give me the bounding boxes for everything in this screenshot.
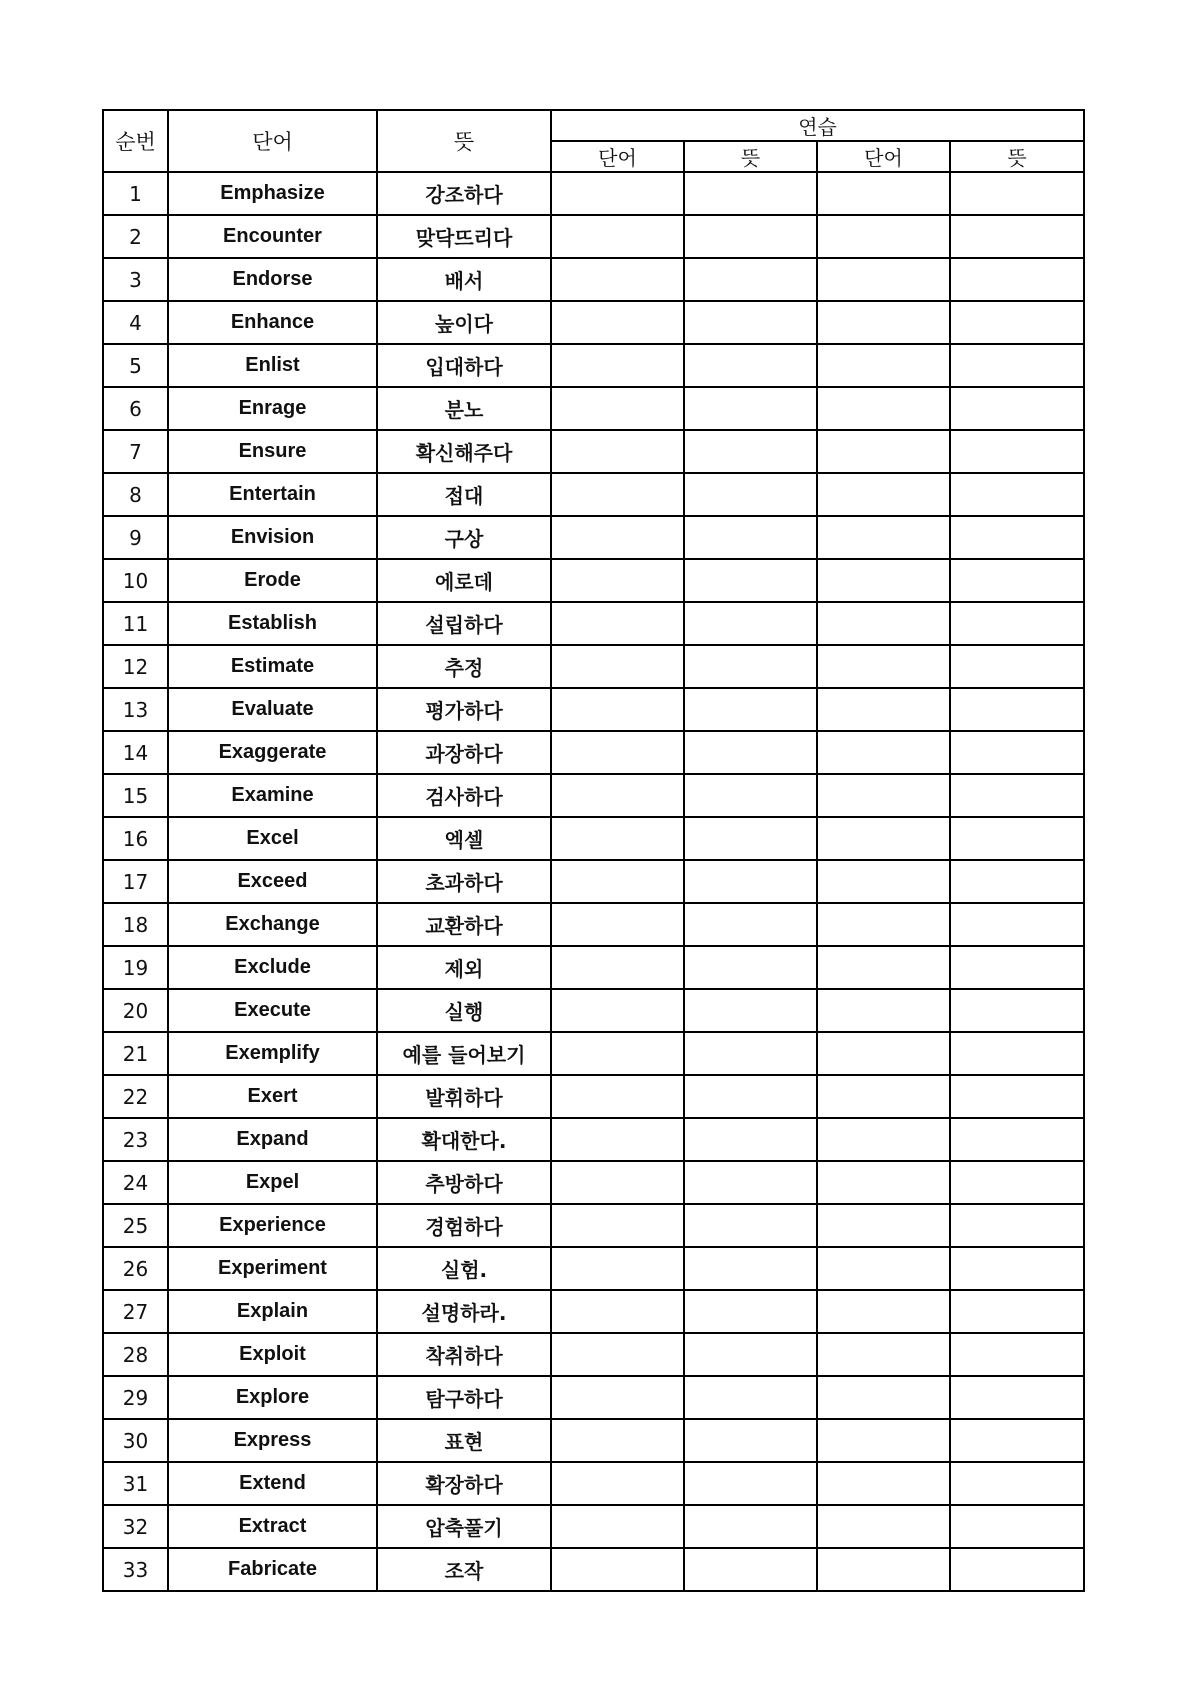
- row-word: Express: [168, 1419, 377, 1462]
- row-word: Entertain: [168, 473, 377, 516]
- practice-word-cell[interactable]: [817, 1419, 950, 1462]
- table-row: [103, 1333, 1084, 1376]
- table-row: [103, 688, 1084, 731]
- practice-meaning-cell[interactable]: [684, 1376, 817, 1419]
- practice-meaning-cell[interactable]: [950, 688, 1084, 731]
- practice-meaning-cell[interactable]: [950, 1462, 1084, 1505]
- table-row: [103, 430, 1084, 473]
- practice-word-cell[interactable]: [551, 172, 684, 215]
- practice-word-cell[interactable]: [551, 946, 684, 989]
- row-meaning: 검사하다: [377, 774, 551, 817]
- practice-meaning-cell[interactable]: [950, 559, 1084, 602]
- practice-word-cell[interactable]: [551, 1376, 684, 1419]
- header-practice: 연습: [551, 110, 1084, 141]
- table-row: [103, 344, 1084, 387]
- table-body: [103, 172, 1084, 1591]
- row-word: Exemplify: [168, 1032, 377, 1075]
- practice-word-cell[interactable]: [551, 1247, 684, 1290]
- row-number: 20: [103, 989, 168, 1032]
- table-row: [103, 731, 1084, 774]
- row-meaning: 발휘하다: [377, 1075, 551, 1118]
- row-meaning: 맞닥뜨리다: [377, 215, 551, 258]
- header-practice-word-2: 단어: [817, 141, 950, 172]
- practice-word-cell[interactable]: [551, 258, 684, 301]
- practice-word-cell[interactable]: [551, 774, 684, 817]
- header-meaning: 뜻: [377, 110, 551, 172]
- row-meaning: 강조하다: [377, 172, 551, 215]
- row-number: 32: [103, 1505, 168, 1548]
- practice-word-cell[interactable]: [551, 602, 684, 645]
- row-word: Enhance: [168, 301, 377, 344]
- row-number: 1: [103, 172, 168, 215]
- practice-word-cell[interactable]: [817, 1032, 950, 1075]
- header-practice-word-1: 단어: [551, 141, 684, 172]
- row-meaning: 조작: [377, 1548, 551, 1591]
- practice-meaning-cell[interactable]: [950, 1032, 1084, 1075]
- practice-meaning-cell[interactable]: [684, 1118, 817, 1161]
- row-number: 5: [103, 344, 168, 387]
- practice-meaning-cell[interactable]: [684, 903, 817, 946]
- row-word: Enrage: [168, 387, 377, 430]
- row-word: Envision: [168, 516, 377, 559]
- practice-word-cell[interactable]: [817, 903, 950, 946]
- row-number: 3: [103, 258, 168, 301]
- practice-word-cell[interactable]: [817, 1247, 950, 1290]
- row-number: 4: [103, 301, 168, 344]
- row-meaning: 입대하다: [377, 344, 551, 387]
- row-meaning: 분노: [377, 387, 551, 430]
- row-number: 26: [103, 1247, 168, 1290]
- practice-meaning-cell[interactable]: [684, 860, 817, 903]
- practice-word-cell[interactable]: [551, 731, 684, 774]
- practice-meaning-cell[interactable]: [684, 1161, 817, 1204]
- practice-meaning-cell[interactable]: [684, 1290, 817, 1333]
- row-number: 24: [103, 1161, 168, 1204]
- table-row: [103, 516, 1084, 559]
- row-meaning: 경험하다: [377, 1204, 551, 1247]
- practice-meaning-cell[interactable]: [950, 516, 1084, 559]
- practice-meaning-cell[interactable]: [684, 430, 817, 473]
- table-row: [103, 989, 1084, 1032]
- row-word: Fabricate: [168, 1548, 377, 1591]
- practice-word-cell[interactable]: [551, 387, 684, 430]
- practice-word-cell[interactable]: [817, 1118, 950, 1161]
- practice-meaning-cell[interactable]: [684, 645, 817, 688]
- row-word: Exert: [168, 1075, 377, 1118]
- row-meaning: 배서: [377, 258, 551, 301]
- practice-word-cell[interactable]: [817, 688, 950, 731]
- practice-meaning-cell[interactable]: [950, 1505, 1084, 1548]
- table-row: [103, 1118, 1084, 1161]
- table-row: [103, 1548, 1084, 1591]
- practice-word-cell[interactable]: [551, 645, 684, 688]
- practice-word-cell[interactable]: [817, 430, 950, 473]
- practice-meaning-cell[interactable]: [684, 1032, 817, 1075]
- row-word: Erode: [168, 559, 377, 602]
- practice-meaning-cell[interactable]: [950, 1548, 1084, 1591]
- row-number: 15: [103, 774, 168, 817]
- row-word: Endorse: [168, 258, 377, 301]
- practice-word-cell[interactable]: [551, 860, 684, 903]
- practice-word-cell[interactable]: [817, 1505, 950, 1548]
- practice-meaning-cell[interactable]: [684, 946, 817, 989]
- practice-meaning-cell[interactable]: [684, 1204, 817, 1247]
- row-meaning: 실행: [377, 989, 551, 1032]
- row-number: 16: [103, 817, 168, 860]
- row-meaning: 에로데: [377, 559, 551, 602]
- table-row: [103, 1075, 1084, 1118]
- practice-word-cell[interactable]: [551, 430, 684, 473]
- row-number: 29: [103, 1376, 168, 1419]
- row-meaning: 추정: [377, 645, 551, 688]
- row-meaning: 표현: [377, 1419, 551, 1462]
- row-word: Explain: [168, 1290, 377, 1333]
- practice-word-cell[interactable]: [551, 1075, 684, 1118]
- practice-meaning-cell[interactable]: [684, 1548, 817, 1591]
- practice-meaning-cell[interactable]: [684, 1419, 817, 1462]
- practice-word-cell[interactable]: [817, 344, 950, 387]
- practice-meaning-cell[interactable]: [684, 387, 817, 430]
- practice-meaning-cell[interactable]: [950, 946, 1084, 989]
- practice-word-cell[interactable]: [817, 860, 950, 903]
- practice-meaning-cell[interactable]: [684, 602, 817, 645]
- practice-word-cell[interactable]: [551, 1548, 684, 1591]
- table-row: [103, 1290, 1084, 1333]
- row-word: Enlist: [168, 344, 377, 387]
- practice-meaning-cell[interactable]: [950, 301, 1084, 344]
- practice-word-cell[interactable]: [817, 387, 950, 430]
- row-word: Extract: [168, 1505, 377, 1548]
- practice-word-cell[interactable]: [817, 516, 950, 559]
- practice-meaning-cell[interactable]: [684, 215, 817, 258]
- practice-meaning-cell[interactable]: [950, 172, 1084, 215]
- practice-word-cell[interactable]: [551, 1462, 684, 1505]
- practice-word-cell[interactable]: [817, 215, 950, 258]
- row-number: 23: [103, 1118, 168, 1161]
- row-word: Explore: [168, 1376, 377, 1419]
- practice-meaning-cell[interactable]: [950, 989, 1084, 1032]
- practice-word-cell[interactable]: [817, 1462, 950, 1505]
- row-number: 10: [103, 559, 168, 602]
- row-word: Estimate: [168, 645, 377, 688]
- table-row: [103, 258, 1084, 301]
- row-word: Extend: [168, 1462, 377, 1505]
- practice-word-cell[interactable]: [817, 1075, 950, 1118]
- row-word: Establish: [168, 602, 377, 645]
- row-meaning: 예를 들어보기: [377, 1032, 551, 1075]
- table-row: [103, 172, 1084, 215]
- practice-word-cell[interactable]: [817, 172, 950, 215]
- practice-word-cell[interactable]: [551, 903, 684, 946]
- practice-meaning-cell[interactable]: [950, 1419, 1084, 1462]
- practice-word-cell[interactable]: [551, 1505, 684, 1548]
- practice-meaning-cell[interactable]: [950, 1247, 1084, 1290]
- table-row: [103, 215, 1084, 258]
- table-row: [103, 1505, 1084, 1548]
- practice-meaning-cell[interactable]: [684, 172, 817, 215]
- row-meaning: 탐구하다: [377, 1376, 551, 1419]
- practice-word-cell[interactable]: [551, 1333, 684, 1376]
- row-number: 8: [103, 473, 168, 516]
- practice-meaning-cell[interactable]: [950, 430, 1084, 473]
- practice-word-cell[interactable]: [551, 1118, 684, 1161]
- table-row: [103, 860, 1084, 903]
- practice-word-cell[interactable]: [551, 473, 684, 516]
- practice-word-cell[interactable]: [817, 1290, 950, 1333]
- practice-meaning-cell[interactable]: [950, 602, 1084, 645]
- row-meaning: 평가하다: [377, 688, 551, 731]
- practice-meaning-cell[interactable]: [950, 387, 1084, 430]
- practice-meaning-cell[interactable]: [684, 774, 817, 817]
- table-row: [103, 774, 1084, 817]
- row-number: 30: [103, 1419, 168, 1462]
- row-meaning: 실험.: [377, 1247, 551, 1290]
- practice-meaning-cell[interactable]: [684, 688, 817, 731]
- practice-meaning-cell[interactable]: [950, 903, 1084, 946]
- practice-word-cell[interactable]: [551, 1032, 684, 1075]
- practice-meaning-cell[interactable]: [950, 344, 1084, 387]
- row-meaning: 교환하다: [377, 903, 551, 946]
- practice-meaning-cell[interactable]: [684, 258, 817, 301]
- practice-meaning-cell[interactable]: [684, 344, 817, 387]
- practice-meaning-cell[interactable]: [684, 301, 817, 344]
- practice-meaning-cell[interactable]: [950, 1290, 1084, 1333]
- table-row: [103, 1161, 1084, 1204]
- table-row: [103, 903, 1084, 946]
- vocabulary-table: [102, 109, 1085, 1592]
- table-row: [103, 602, 1084, 645]
- row-word: Expel: [168, 1161, 377, 1204]
- header-number: 순번: [103, 110, 168, 172]
- row-number: 11: [103, 602, 168, 645]
- row-number: 2: [103, 215, 168, 258]
- practice-meaning-cell[interactable]: [684, 731, 817, 774]
- practice-meaning-cell[interactable]: [950, 215, 1084, 258]
- table-row: [103, 1032, 1084, 1075]
- practice-word-cell[interactable]: [551, 559, 684, 602]
- row-number: 13: [103, 688, 168, 731]
- practice-meaning-cell[interactable]: [950, 1204, 1084, 1247]
- table-row: [103, 1376, 1084, 1419]
- row-word: Excel: [168, 817, 377, 860]
- practice-word-cell[interactable]: [817, 1161, 950, 1204]
- practice-word-cell[interactable]: [817, 1376, 950, 1419]
- row-word: Encounter: [168, 215, 377, 258]
- row-word: Experiment: [168, 1247, 377, 1290]
- practice-meaning-cell[interactable]: [950, 1376, 1084, 1419]
- practice-meaning-cell[interactable]: [684, 516, 817, 559]
- header-word: 단어: [168, 110, 377, 172]
- row-word: Exceed: [168, 860, 377, 903]
- practice-word-cell[interactable]: [551, 1161, 684, 1204]
- row-meaning: 압축풀기: [377, 1505, 551, 1548]
- row-number: 25: [103, 1204, 168, 1247]
- table-row: [103, 1247, 1084, 1290]
- practice-meaning-cell[interactable]: [684, 817, 817, 860]
- practice-word-cell[interactable]: [551, 1419, 684, 1462]
- row-number: 19: [103, 946, 168, 989]
- practice-word-cell[interactable]: [817, 1204, 950, 1247]
- row-number: 22: [103, 1075, 168, 1118]
- row-meaning: 설립하다: [377, 602, 551, 645]
- practice-meaning-cell[interactable]: [950, 860, 1084, 903]
- practice-word-cell[interactable]: [817, 731, 950, 774]
- row-meaning: 과장하다: [377, 731, 551, 774]
- row-meaning: 착취하다: [377, 1333, 551, 1376]
- practice-meaning-cell[interactable]: [950, 1075, 1084, 1118]
- practice-meaning-cell[interactable]: [950, 774, 1084, 817]
- table-row: [103, 1419, 1084, 1462]
- practice-meaning-cell[interactable]: [950, 645, 1084, 688]
- practice-word-cell[interactable]: [817, 602, 950, 645]
- practice-meaning-cell[interactable]: [684, 473, 817, 516]
- row-meaning: 구상: [377, 516, 551, 559]
- practice-meaning-cell[interactable]: [684, 1505, 817, 1548]
- row-number: 17: [103, 860, 168, 903]
- practice-word-cell[interactable]: [817, 817, 950, 860]
- row-word: Emphasize: [168, 172, 377, 215]
- row-word: Exploit: [168, 1333, 377, 1376]
- practice-word-cell[interactable]: [551, 215, 684, 258]
- table-row: [103, 1204, 1084, 1247]
- practice-word-cell[interactable]: [551, 1290, 684, 1333]
- practice-meaning-cell[interactable]: [684, 559, 817, 602]
- row-number: 27: [103, 1290, 168, 1333]
- practice-meaning-cell[interactable]: [950, 1118, 1084, 1161]
- table-row: [103, 559, 1084, 602]
- practice-word-cell[interactable]: [817, 946, 950, 989]
- table-header: [103, 110, 1084, 172]
- practice-word-cell[interactable]: [817, 258, 950, 301]
- row-meaning: 확대한다.: [377, 1118, 551, 1161]
- table-row: [103, 817, 1084, 860]
- row-number: 33: [103, 1548, 168, 1591]
- row-meaning: 제외: [377, 946, 551, 989]
- practice-word-cell[interactable]: [551, 301, 684, 344]
- practice-word-cell[interactable]: [817, 989, 950, 1032]
- practice-word-cell[interactable]: [551, 1204, 684, 1247]
- row-meaning: 접대: [377, 473, 551, 516]
- practice-word-cell[interactable]: [817, 774, 950, 817]
- row-word: Examine: [168, 774, 377, 817]
- row-word: Experience: [168, 1204, 377, 1247]
- row-number: 9: [103, 516, 168, 559]
- row-number: 6: [103, 387, 168, 430]
- practice-meaning-cell[interactable]: [950, 1161, 1084, 1204]
- practice-meaning-cell[interactable]: [950, 473, 1084, 516]
- row-word: Expand: [168, 1118, 377, 1161]
- practice-meaning-cell[interactable]: [950, 1333, 1084, 1376]
- row-number: 21: [103, 1032, 168, 1075]
- table-row: [103, 1462, 1084, 1505]
- table-row: [103, 387, 1084, 430]
- practice-word-cell[interactable]: [817, 301, 950, 344]
- table-row: [103, 946, 1084, 989]
- table-row: [103, 473, 1084, 516]
- practice-word-cell[interactable]: [817, 473, 950, 516]
- practice-meaning-cell[interactable]: [684, 989, 817, 1032]
- row-meaning: 초과하다: [377, 860, 551, 903]
- practice-meaning-cell[interactable]: [950, 817, 1084, 860]
- practice-word-cell[interactable]: [551, 516, 684, 559]
- row-number: 28: [103, 1333, 168, 1376]
- practice-meaning-cell[interactable]: [684, 1462, 817, 1505]
- row-number: 14: [103, 731, 168, 774]
- row-number: 7: [103, 430, 168, 473]
- row-meaning: 추방하다: [377, 1161, 551, 1204]
- practice-meaning-cell[interactable]: [684, 1075, 817, 1118]
- table-row: [103, 645, 1084, 688]
- practice-word-cell[interactable]: [551, 817, 684, 860]
- practice-meaning-cell[interactable]: [950, 731, 1084, 774]
- practice-word-cell[interactable]: [817, 1333, 950, 1376]
- row-meaning: 높이다: [377, 301, 551, 344]
- practice-word-cell[interactable]: [551, 989, 684, 1032]
- practice-meaning-cell[interactable]: [684, 1333, 817, 1376]
- header-practice-meaning-2: 뜻: [950, 141, 1084, 172]
- row-meaning: 설명하라.: [377, 1290, 551, 1333]
- row-meaning: 확신해주다: [377, 430, 551, 473]
- practice-word-cell[interactable]: [551, 344, 684, 387]
- row-number: 12: [103, 645, 168, 688]
- row-meaning: 확장하다: [377, 1462, 551, 1505]
- table-row: [103, 301, 1084, 344]
- practice-meaning-cell[interactable]: [684, 1247, 817, 1290]
- practice-meaning-cell[interactable]: [950, 258, 1084, 301]
- row-word: Exaggerate: [168, 731, 377, 774]
- practice-word-cell[interactable]: [817, 645, 950, 688]
- row-meaning: 엑셀: [377, 817, 551, 860]
- practice-word-cell[interactable]: [817, 1548, 950, 1591]
- row-word: Exchange: [168, 903, 377, 946]
- practice-word-cell[interactable]: [551, 688, 684, 731]
- row-number: 31: [103, 1462, 168, 1505]
- practice-word-cell[interactable]: [817, 559, 950, 602]
- row-word: Evaluate: [168, 688, 377, 731]
- row-word: Exclude: [168, 946, 377, 989]
- header-practice-meaning-1: 뜻: [684, 141, 817, 172]
- row-word: Execute: [168, 989, 377, 1032]
- row-number: 18: [103, 903, 168, 946]
- row-word: Ensure: [168, 430, 377, 473]
